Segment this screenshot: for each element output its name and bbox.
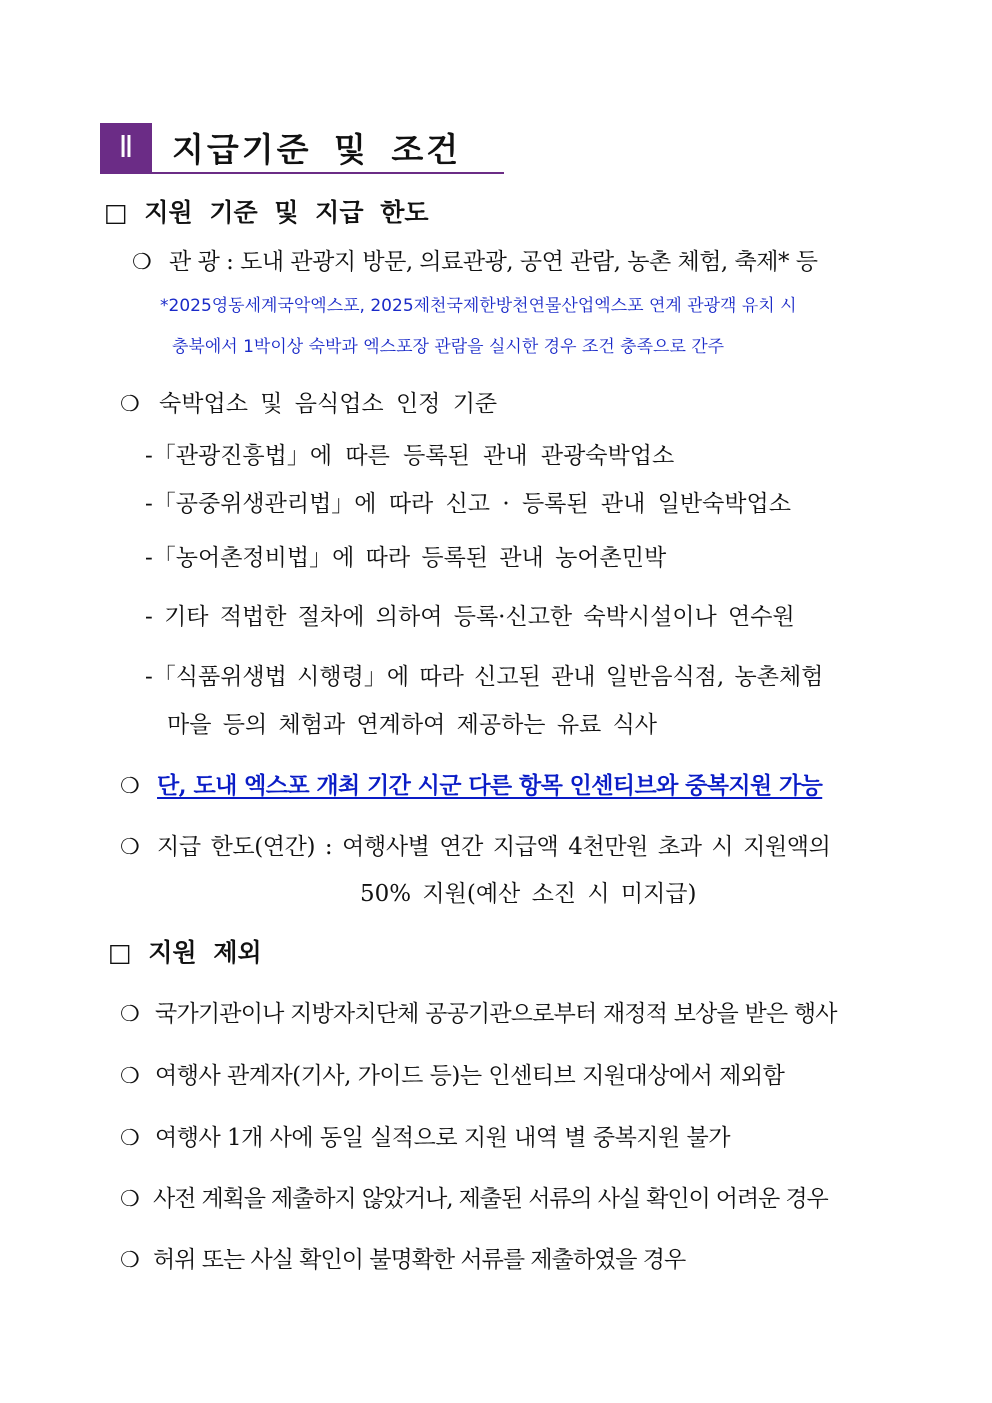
- expo-note-line-1: *2025영동세계국악엑스포, 2025제천국제한방천연물산업엑스포 연계 관광객 유치 시: [160, 296, 797, 316]
- exclusion-item-text: 국가기관이나 지방자치단체 공공기관으로부터 재정적 보상을 받은 행사: [155, 1001, 837, 1027]
- exclusion-item: [120, 1057, 784, 1090]
- exclusion-item: [120, 995, 837, 1028]
- circle-bullet-icon: ❍: [120, 392, 140, 417]
- expo-note-line-2: 충북에서 1박이상 숙박과 엑스포장 관람을 실시한 경우 조건 충족으로 간주: [172, 337, 725, 357]
- dash-item-rural-law: -「농어촌정비법」에 따라 등록된 관내 농어촌민박: [145, 545, 667, 571]
- exclusion-item-text: 여행사 1개 사에 동일 실적으로 지원 내역 별 중복지원 불가: [155, 1125, 730, 1151]
- limit-text-line-1: 지급 한도(연간) : 여행사별 연간 지급액 4천만원 초과 시 지원액의: [157, 834, 831, 860]
- limit-item: [120, 828, 830, 861]
- exclusion-item: [120, 1119, 730, 1152]
- tourism-item: [132, 243, 818, 276]
- limit-text-line-2: 50% 지원(예산 소진 시 미지급): [360, 881, 697, 907]
- dash-item-food-law: -「식품위생법 시행령」에 따라 신고된 관내 일반음식점, 농촌체험: [145, 664, 824, 690]
- expo-duplicate-item: [120, 767, 822, 800]
- standards-item: [120, 385, 497, 418]
- dash-item-hygiene-law: -「공중위생관리법」에 따라 신고 · 등록된 관내 일반숙박업소: [145, 491, 791, 517]
- standards-text: 숙박업소 및 음식업소 인정 기준: [159, 391, 498, 417]
- dash-item-food-law-continued: 마을 등의 체험과 연계하여 제공하는 유료 식사: [167, 712, 658, 738]
- circle-bullet-icon: ❍: [120, 1126, 140, 1151]
- exclusion-item-text: 사전 계획을 제출하지 않았거나, 제출된 서류의 사실 확인이 어려운 경우: [153, 1186, 828, 1212]
- circle-bullet-icon: ❍: [120, 774, 140, 799]
- exclusion-item-text: 허위 또는 사실 확인이 불명확한 서류를 제출하였을 경우: [153, 1247, 686, 1273]
- circle-bullet-icon: ❍: [120, 1187, 140, 1212]
- criteria-heading: □ 지원 기준 및 지급 한도: [104, 198, 429, 227]
- circle-bullet-icon: ❍: [120, 1002, 140, 1027]
- dash-item-tourism-law: -「관광진흥법」에 따른 등록된 관내 관광숙박업소: [145, 443, 675, 469]
- section-title: 지급기준 및 조건: [172, 130, 462, 169]
- exclusion-item: [120, 1241, 685, 1274]
- exclusion-item: [120, 1180, 828, 1213]
- circle-bullet-icon: ❍: [132, 250, 152, 275]
- exclusion-item-text: 여행사 관계자(기사, 가이드 등)는 인센티브 지원대상에서 제외함: [155, 1063, 785, 1089]
- circle-bullet-icon: ❍: [120, 1064, 140, 1089]
- circle-bullet-icon: ❍: [120, 1248, 140, 1273]
- expo-duplicate-text: 단, 도내 엑스포 개최 기간 시군 다른 항목 인센티브와 중복지원 가능: [157, 772, 823, 799]
- exclusion-heading: □ 지원 제외: [108, 938, 262, 967]
- section-title-underline: [100, 172, 504, 174]
- section-number-badge: Ⅱ: [100, 123, 152, 173]
- dash-item-other: - 기타 적법한 절차에 의하여 등록·신고한 숙박시설이나 연수원: [145, 604, 795, 630]
- tourism-text: 관 광 : 도내 관광지 방문, 의료관광, 공연 관람, 농촌 체험, 축제* 등: [169, 249, 818, 275]
- circle-bullet-icon: ❍: [120, 835, 140, 860]
